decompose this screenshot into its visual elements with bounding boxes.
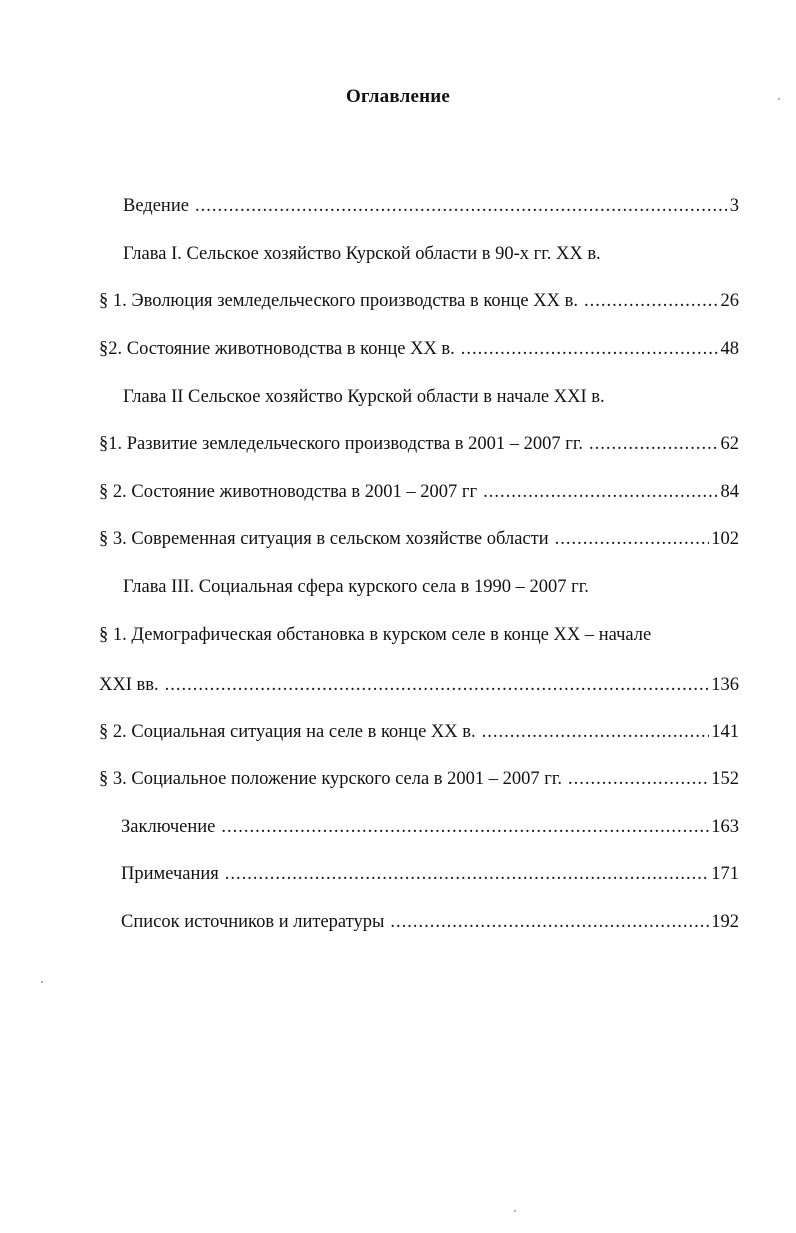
toc-entry-introduction — [123, 193, 739, 219]
toc-entry-conclusion — [121, 814, 739, 840]
page-title: Оглавление — [345, 86, 451, 107]
toc-entry-label: § 1. Эволюция земледельческого производства в конце XX в. — [99, 291, 578, 311]
toc-entry-label: Примечания — [121, 864, 219, 884]
dot-leader — [482, 719, 710, 745]
toc-entry-page: 3 — [729, 196, 739, 216]
toc-entry-page: 192 — [711, 912, 739, 932]
toc-entry-ch1-sec1 — [99, 288, 739, 314]
dot-leader — [165, 672, 710, 698]
dot-leader — [195, 193, 728, 219]
dot-leader — [584, 288, 719, 314]
dot-leader — [390, 909, 709, 935]
dot-leader — [221, 814, 709, 840]
toc-entry-label: § 3. Современная ситуация в сельском хозяйстве области — [99, 529, 549, 549]
toc-entry-page: 152 — [711, 769, 739, 789]
toc-entry-page: 26 — [720, 291, 739, 311]
scan-speck — [514, 1210, 516, 1212]
toc-entry-page: 141 — [711, 722, 739, 742]
toc-entry-ch1-sec2 — [99, 336, 739, 362]
toc-entry-page: 62 — [720, 434, 739, 454]
dot-leader — [483, 479, 718, 505]
toc-entry-label: §2. Состояние животноводства в конце XX в. — [99, 339, 455, 359]
toc-entry-page: 171 — [711, 864, 739, 884]
toc-entry-ch3-sec3 — [99, 766, 739, 792]
dot-leader — [589, 431, 719, 457]
toc-entry-ch3-sec1-line1: § 1. Демографическая обстановка в курском селе в конце XX – начале — [99, 625, 652, 645]
toc-chapter-3-heading: Глава III. Социальная сфера курского села в 1990 – 2007 гг. — [123, 577, 589, 597]
dot-leader — [225, 861, 709, 887]
scan-speck — [778, 98, 780, 100]
toc-entry-label: § 2. Социальная ситуация на селе в конце XX в. — [99, 722, 476, 742]
toc-entry-page: 136 — [711, 675, 739, 695]
scan-speck — [41, 981, 43, 983]
dot-leader — [555, 526, 710, 552]
toc-entry-bibliography — [121, 909, 739, 935]
toc-entry-ch2-sec2 — [99, 479, 739, 505]
toc-entry-ch2-sec1 — [99, 431, 739, 457]
toc-entry-ch3-sec2 — [99, 719, 739, 745]
toc-entry-ch3-sec1-line2 — [99, 672, 739, 698]
toc-entry-page: 84 — [720, 482, 739, 502]
dot-leader — [568, 766, 709, 792]
toc-entry-notes — [121, 861, 739, 887]
dot-leader — [461, 336, 719, 362]
toc-entry-label: Заключение — [121, 817, 216, 837]
toc-entry-label: Ведение — [123, 196, 189, 216]
toc-entry-page: 102 — [711, 529, 739, 549]
toc-entry-label: §1. Развитие земледельческого производства в 2001 – 2007 гг. — [99, 434, 583, 454]
toc-entry-page: 48 — [720, 339, 739, 359]
toc-chapter-1-heading: Глава I. Сельское хозяйство Курской области в 90-х гг. XX в. — [123, 244, 601, 264]
toc-entry-label: Список источников и литературы — [121, 912, 385, 932]
toc-chapter-2-heading: Глава II Сельское хозяйство Курской области в начале XXI в. — [123, 387, 605, 407]
toc-entry-page: 163 — [711, 817, 739, 837]
toc-entry-label: XXI вв. — [99, 675, 159, 695]
toc-entry-ch2-sec3 — [99, 526, 739, 552]
toc-entry-label: § 2. Состояние животноводства в 2001 – 2007 гг — [99, 482, 478, 502]
toc-entry-label: § 3. Социальное положение курского села в 2001 – 2007 гг. — [99, 769, 562, 789]
